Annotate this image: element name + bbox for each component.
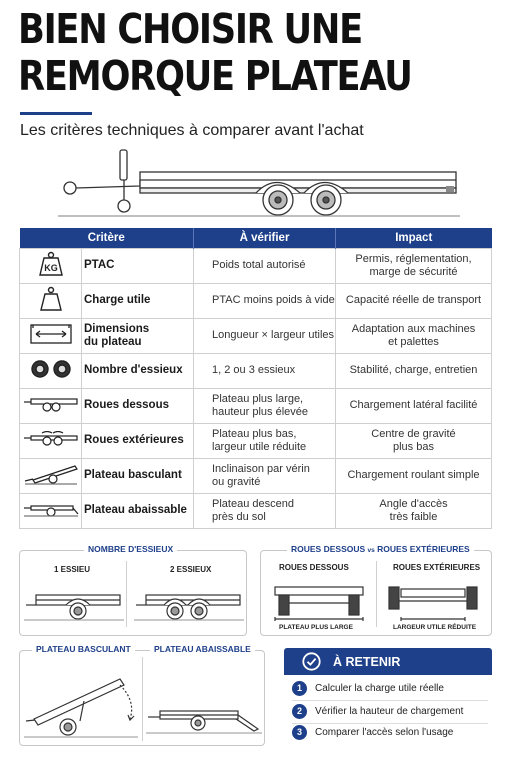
wider-platform-caption: PLATEAU PLUS LARGE <box>279 624 353 631</box>
criterion-verify: PTAC moins poids à vide <box>194 283 336 318</box>
table-row <box>20 458 492 493</box>
two-axles-label: 2 ESSIEUX <box>170 565 212 574</box>
title-underline <box>20 112 92 115</box>
criterion-name: Roues dessous <box>82 388 194 423</box>
wheels-outside-label: ROUES EXTÉRIEURES <box>393 563 481 572</box>
criterion-name: Nombre d'essieux <box>82 353 194 388</box>
list-item <box>292 704 488 722</box>
list-item <box>292 725 488 743</box>
criterion-name: Charge utile <box>82 283 194 318</box>
criterion-name: Dimensions du plateau <box>82 318 194 353</box>
item-text: Comparer l'accès selon l'usage <box>315 727 454 738</box>
item-number: 3 <box>292 725 307 740</box>
trailer-wheels-outside-icon <box>23 431 79 447</box>
page-subtitle: Les critères techniques à comparer avant l'achat <box>20 122 364 139</box>
tilting-trailer-icon <box>23 463 79 485</box>
lowering-trailer-illustration <box>146 695 262 737</box>
item-text: Vérifier la hauteur de chargement <box>315 706 464 717</box>
two-axles-trailer-illustration <box>134 585 244 625</box>
criterion-impact: Angle d'accès très faible <box>336 493 492 528</box>
table-header-row <box>20 228 492 248</box>
axles-panel <box>19 544 247 636</box>
dimensions-icon <box>29 323 73 345</box>
criterion-name: Plateau basculant <box>82 458 194 493</box>
criterion-name: Plateau abaissable <box>82 493 194 528</box>
criterion-impact: Chargement latéral facilité <box>336 388 492 423</box>
wheels-panel-title: ROUES DESSOUS vs ROUES EXTÉRIEURES <box>287 544 474 554</box>
criterion-verify: Poids total autorisé <box>194 248 336 283</box>
criterion-impact: Chargement roulant simple <box>336 458 492 493</box>
item-number: 2 <box>292 704 307 719</box>
table-row <box>20 423 492 458</box>
table-row <box>20 388 492 423</box>
criterion-impact: Stabilité, charge, entretien <box>336 353 492 388</box>
wheels-outside-illustration <box>387 577 479 623</box>
lowering-trailer-icon <box>23 501 79 517</box>
criterion-name: Roues extérieures <box>82 423 194 458</box>
one-axle-label: 1 ESSIEU <box>54 565 91 574</box>
item-text: Calculer la charge utile réelle <box>315 683 444 694</box>
table-row <box>20 318 492 353</box>
retenir-box <box>284 648 492 746</box>
criterion-verify: Plateau plus large, hauteur plus élevée <box>194 388 336 423</box>
criterion-impact: Permis, réglementation, marge de sécurité <box>336 248 492 283</box>
table-row <box>20 283 492 318</box>
criterion-verify: Plateau descend près du sol <box>194 493 336 528</box>
criterion-impact: Adaptation aux machines et palettes <box>336 318 492 353</box>
kg-weight-icon <box>38 251 64 277</box>
axles-panel-title: NOMBRE D'ESSIEUX <box>84 544 177 554</box>
col-header-verifier: À vérifier <box>194 228 336 248</box>
retenir-title: À RETENIR <box>333 655 401 669</box>
col-header-critere: Critère <box>20 228 194 248</box>
retenir-header <box>284 648 492 675</box>
tilting-panel-title: PLATEAU BASCULANT <box>32 644 135 654</box>
svg-text:KG: KG <box>43 263 58 273</box>
tilting-trailer-illustration <box>24 671 138 741</box>
trailer-wheels-under-icon <box>23 396 79 412</box>
check-circle-icon <box>302 652 321 671</box>
trailer-illustration <box>48 146 460 220</box>
item-number: 1 <box>292 681 307 696</box>
criteria-table <box>19 228 492 529</box>
wheels-under-illustration <box>273 577 365 623</box>
criterion-impact: Centre de gravité plus bas <box>336 423 492 458</box>
tilting-lowering-panel <box>19 644 265 746</box>
weight-icon <box>39 286 63 312</box>
wheels-under-label: ROUES DESSOUS <box>279 563 349 572</box>
wheels-panel <box>260 544 492 636</box>
table-row <box>20 493 492 528</box>
criterion-impact: Capacité réelle de transport <box>336 283 492 318</box>
page-title: BIEN CHOISIR UNE REMORQUE PLATEAU <box>18 5 412 100</box>
criterion-verify: Plateau plus bas, largeur utile réduite <box>194 423 336 458</box>
wheels-icon <box>29 359 73 379</box>
table-row <box>20 353 492 388</box>
col-header-impact: Impact <box>336 228 492 248</box>
one-axle-trailer-illustration <box>24 585 124 625</box>
criterion-verify: 1, 2 ou 3 essieux <box>194 353 336 388</box>
criterion-verify: Inclinaison par vérin ou gravité <box>194 458 336 493</box>
criterion-name: PTAC <box>82 248 194 283</box>
table-row <box>20 248 492 283</box>
criterion-verify: Longueur × largeur utiles <box>194 318 336 353</box>
list-item <box>292 681 488 699</box>
reduced-width-caption: LARGEUR UTILE RÉDUITE <box>393 624 477 631</box>
lowering-panel-title: PLATEAU ABAISSABLE <box>150 644 255 654</box>
